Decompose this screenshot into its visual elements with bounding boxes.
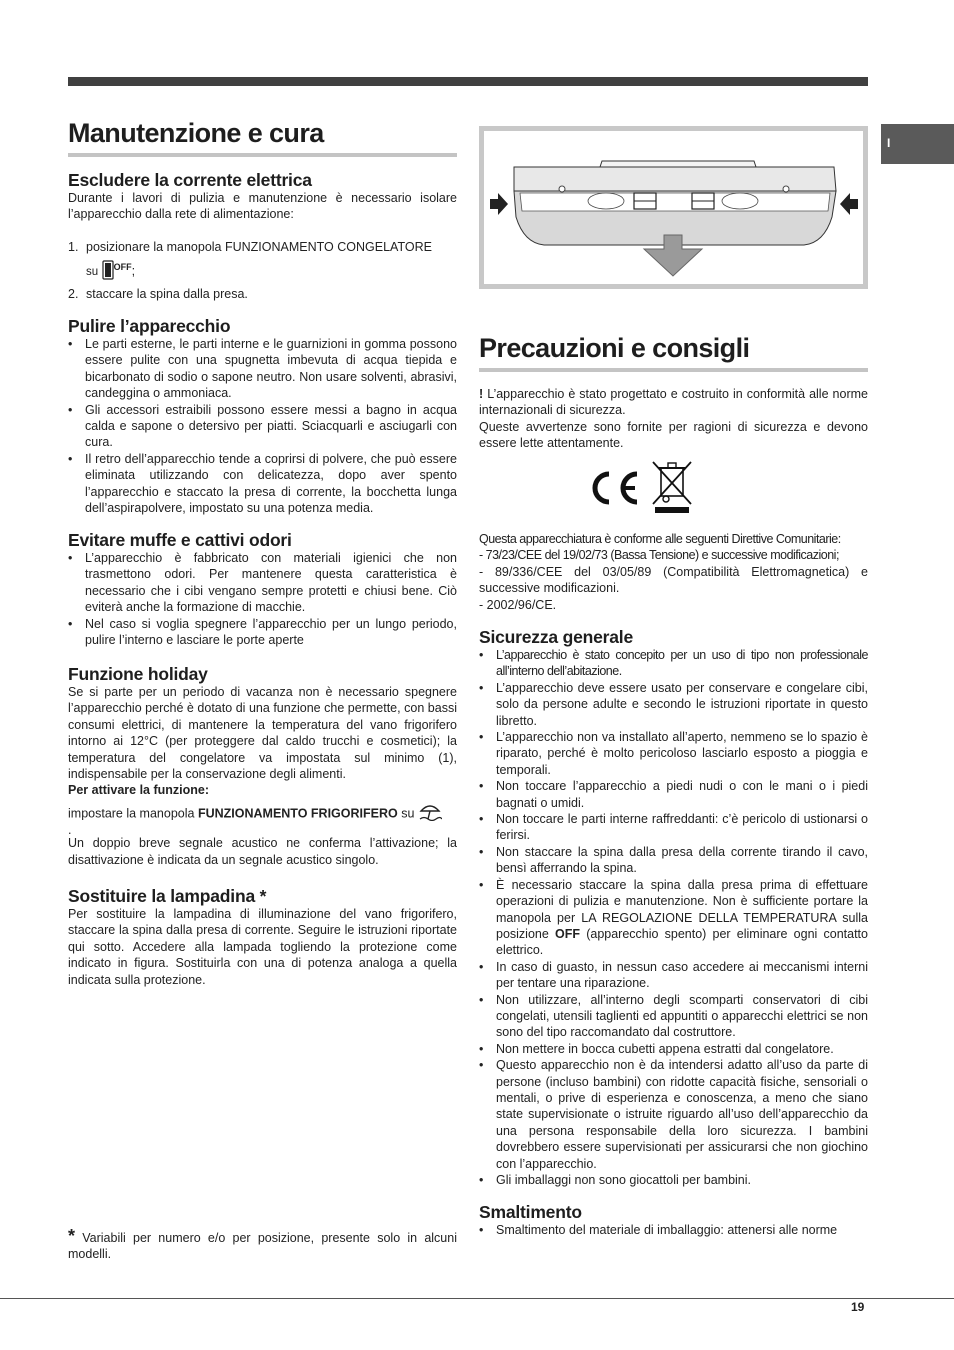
ce-mark-icon <box>585 470 641 511</box>
list-item: • Non mettere in bocca cubetti appena estratti dal congelatore. <box>496 1041 868 1057</box>
directives-line: - 2002/96/CE. <box>479 597 557 612</box>
footer-rule <box>0 1298 954 1299</box>
holiday-activate-label: Per attivare la funzione: <box>68 783 210 798</box>
page-title-precautions: Precauzioni e consigli <box>479 333 868 372</box>
section-safety <box>479 627 868 1188</box>
rocker-switch-icon <box>102 260 114 284</box>
power-off-intro: Durante i lavori di pulizia e manutenzione è necessario isolare l’apparecchio dalla rete di alimentazione: <box>68 191 457 222</box>
language-tab-label: I <box>887 136 891 150</box>
list-item: • È necessario staccare la spina dalla presa prima di effettuare operazioni di pulizia e manutenzione. Non è sufficiente portare la manopola per LA REGOLAZIONE DELLA TEMPERATURA sulla posizione OFF (apparecchio spento) per eliminare ogni contatto elettrico. <box>496 877 868 959</box>
section-odors <box>68 530 457 648</box>
list-item: • Questo apparecchio non è da intendersi adatto all’uso da parte di persone (incluso bambini) con ridotte capacità fisiche, sensoriali o mentali, o prive di esperienza e conoscenza, a meno che siano state supervisionate o istruite riguardo all’uso dell’apparecchio da una persona responsabile della loro sicurezza. I bambini dovrebbero essere supervisionati per assicurarsi che non giochino con l’apparecchio. <box>496 1057 868 1172</box>
list-item: • In caso di guasto, in nessun caso accedere ai meccanismi interni per tentare una riparazione. <box>496 959 868 992</box>
heading-disposal: Smaltimento <box>479 1202 582 1222</box>
lamp-text: Per sostituire la lampadina di illuminazione del vano frigorifero, staccare la spina dalla presa di corrente. Seguire le istruzioni riportate qui sotto. Accedere alla lampada togliendo la protezione come indicato in figura. Sostituirla con una di potenza analoga a quella indicata sulla protezione. <box>68 907 457 987</box>
heading-power-off: Escludere la corrente elettrica <box>68 170 312 190</box>
list-item: • Non toccare l’apparecchio a piedi nudi o con le mani o i piedi bagnati o umidi. <box>496 778 868 811</box>
list-item: • Non staccare la spina dalla presa della corrente tirando il cavo, bensì afferrando la spina. <box>496 844 868 877</box>
safety-list <box>479 647 868 1188</box>
list-item: • L’apparecchio è stato concepito per un uso di tipo non professionale all’interno dell’abitazione. <box>496 647 868 680</box>
warning-intro: ! L’apparecchio è stato progettato e costruito in conformità alle norme internazionali di sicurezza. Queste avvertenze sono fornite per ragioni di sicurezza e devono essere lette attentamente. <box>479 387 868 451</box>
section-power-off <box>68 170 457 303</box>
language-tab <box>881 124 954 164</box>
directives-line: - 89/336/CEE del 03/05/89 (Compatibilità Elettromagnetica) e successive modificazioni. <box>479 564 868 596</box>
directives-line: - 73/23/CEE del 19/02/73 (Bassa Tensione) e successive modificazioni; <box>479 548 839 563</box>
disposal-list <box>479 1222 868 1238</box>
heading-holiday: Funzione holiday <box>68 664 208 684</box>
list-item: • L’apparecchio è fabbricato con materiali igienici che non trasmettono odori. Per mantenere questa caratteristica è necessario che i cibi vengano sempre protetti e chiusi bene. Ciò eviterà anche la formazione di macchie. <box>85 550 457 616</box>
list-item: • Gli imballaggi non sono giocattoli per bambini. <box>496 1172 868 1188</box>
top-rule <box>68 77 868 86</box>
directives <box>479 531 868 613</box>
page-number: 19 <box>851 1300 865 1314</box>
odors-list <box>68 550 457 648</box>
section-disposal <box>479 1202 868 1238</box>
list-item: • Smaltimento del materiale di imballaggio: attenersi alle norme <box>496 1222 868 1238</box>
heading-cleaning: Pulire l’apparecchio <box>68 316 231 336</box>
list-item: • L’apparecchio non va installato all’aperto, nemmeno se lo spazio è riparato, perché è molto pericoloso lasciarlo esposto a pioggia e temporali. <box>496 729 868 778</box>
heading-lamp: Sostituire la lampadina * <box>68 886 267 906</box>
directives-line: Questa apparecchiatura è conforme alle seguenti Direttive Comunitarie: <box>479 532 841 546</box>
section-lamp <box>68 886 457 988</box>
section-cleaning <box>68 316 457 516</box>
beach-umbrella-icon <box>418 803 442 825</box>
holiday-text: Se si parte per un periodo di vacanza non è necessario spegnere l’apparecchio perché è dotato di una funzione che permette, con bassi consumi elettrici, di mantenere la temperatura del vano frigorifero intorno ai 12°C (per proteggere dal caldo trucchi e cosmetici); la temperatura del congelatore va impostata sul minimo (1), indispensabile per la conservazione degli alimenti. <box>68 685 457 782</box>
step-1: 1. posizionare la manopola FUNZIONAMENTO CONGELATORE su $^{OFF}$; <box>68 239 457 284</box>
list-item: • Il retro dell’apparecchio tende a coprirsi di polvere, che può essere eliminata utilizzando con delicatezza, dopo aver spento l’apparecchio e staccato la presa di corrente, la bocchetta lunga dell’aspirapolvere, impostato su una potenza media. <box>85 451 457 517</box>
list-item: • Nel caso si voglia spegnere l’apparecchio per un lungo periodo, pulire l’interno e lasciare le porte aperte <box>85 616 457 649</box>
lamp-cover-figure <box>479 126 868 289</box>
section-holiday: Funzione holiday Se si parte per un periodo di vacanza non è necessario spegnere l’apparecchio perché è dotato di una funzione che permette, con bassi consumi elettrici, di mantenere la temperatura del vano frigorifero intorno ai 12°C (per proteggere dal caldo trucchi e cosmetici); la temperatura del congelatore va impostata sul minimo (1), indispensabile per la conservazione degli alimenti. Per attivare la funzione: impostare la manopola FUNZIONAMENTO FRIGORIFERO su . Un doppio breve segnale acustico ne conferma l’attivazione; la disattivazione è indicata da un segnale acustico singolo. <box>68 664 457 867</box>
holiday-confirm: Un doppio breve segnale acustico ne conferma l’attivazione; la disattivazione è indicata da un segnale acustico singolo. <box>68 836 457 867</box>
list-item: • Gli accessori estraibili possono essere messi a bagno in acqua calda e sapone o detersivo per piatti. Sciacquarli e asciugarli con cura. <box>85 402 457 451</box>
heading-safety: Sicurezza generale <box>479 627 633 647</box>
list-item: • L’apparecchio deve essere usato per conservare e congelare cibi, solo da persone adulte e secondo le istruzioni riportate in questo libretto. <box>496 680 868 729</box>
step-2: 2. staccare la spina dalla presa. <box>68 287 248 302</box>
holiday-instruction: impostare la manopola FUNZIONAMENTO FRIGORIFERO su <box>68 803 457 825</box>
page-title-maintenance: Manutenzione e cura <box>68 118 457 157</box>
crossed-bin-icon <box>649 458 695 519</box>
list-item: • Le parti esterne, le parti interne e le guarnizioni in gomma possono essere pulite con una spugnetta imbevuta di acqua tiepida e bicarbonato di sodio o sapone neutro. Non usare solventi, abrasivi, candeggina o ammoniaca. <box>85 336 457 402</box>
heading-odors: Evitare muffe e cattivi odori <box>68 530 292 550</box>
footnote: * Variabili per numero e/o per posizione, presente solo in alcuni modelli. <box>68 1226 457 1262</box>
power-off-steps <box>68 239 457 303</box>
cleaning-list <box>68 336 457 516</box>
list-item: • Non toccare le parti interne raffreddanti: c’è pericolo di ustionarsi o ferirsi. <box>496 811 868 844</box>
list-item: • Non utilizzare, all’interno degli scomparti conservatori di cibi congelati, utensili taglienti ed appuntiti o apparecchi elettrici se non sono del tipo raccomandato dal costruttore. <box>496 992 868 1041</box>
